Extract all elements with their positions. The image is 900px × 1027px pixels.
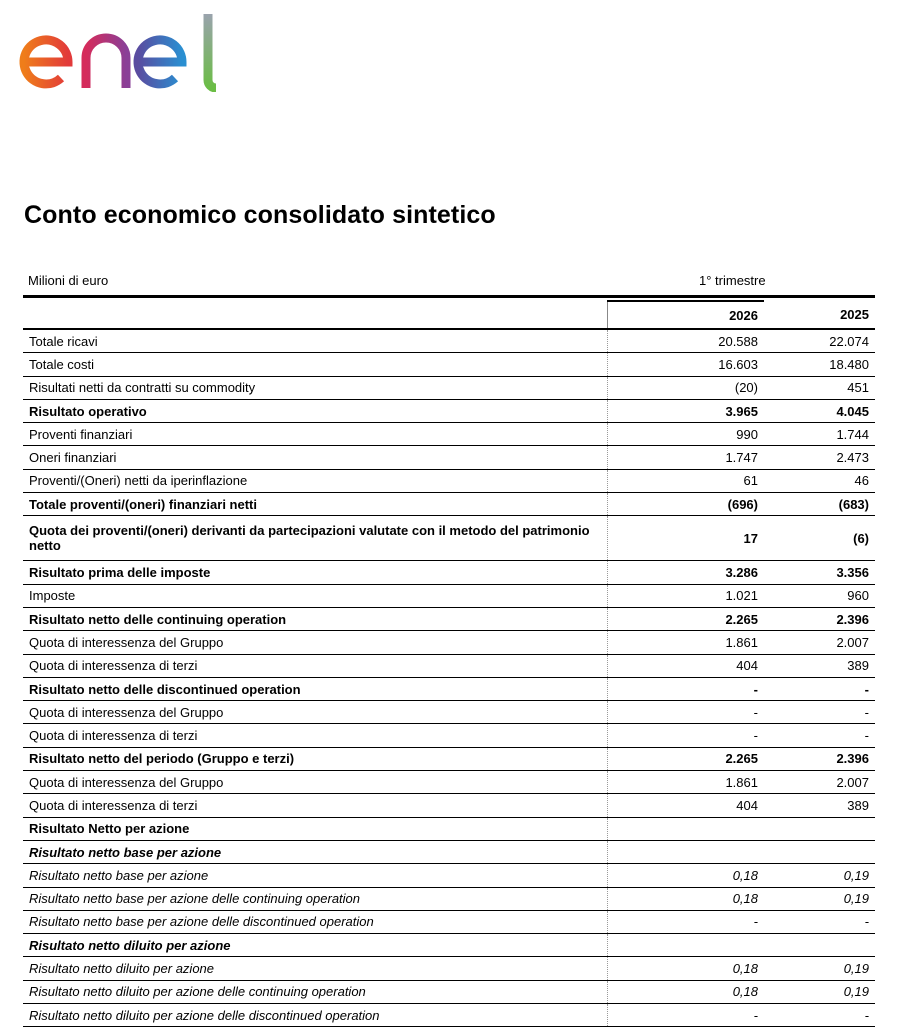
value-2025: 2.473 bbox=[764, 446, 875, 469]
value-2026 bbox=[607, 934, 764, 957]
period-label: 1° trimestre bbox=[699, 273, 766, 288]
value-2026 bbox=[607, 840, 764, 863]
row-label: Risultato netto diluito per azione delle discontinued operation bbox=[23, 1004, 607, 1027]
row-label: Risultato netto base per azione bbox=[23, 840, 607, 863]
row-label: Risultato Netto per azione bbox=[23, 817, 607, 840]
value-2026: (20) bbox=[607, 376, 764, 399]
table-row bbox=[23, 677, 875, 700]
year-header-previous: 2025 bbox=[764, 301, 875, 329]
table-row bbox=[23, 934, 875, 957]
row-label: Risultato netto delle discontinued operation bbox=[23, 677, 607, 700]
value-2025: 1.744 bbox=[764, 423, 875, 446]
value-2026: - bbox=[607, 677, 764, 700]
value-2026: 0,18 bbox=[607, 887, 764, 910]
row-label: Proventi finanziari bbox=[23, 423, 607, 446]
value-2026 bbox=[607, 817, 764, 840]
table-row bbox=[23, 607, 875, 630]
value-2026: - bbox=[607, 1004, 764, 1027]
row-label: Quota dei proventi/(oneri) derivanti da partecipazioni valutate con il metodo del patrimonio netto bbox=[23, 516, 607, 561]
row-label: Quota di interessenza del Gruppo bbox=[23, 631, 607, 654]
value-2025: 0,19 bbox=[764, 864, 875, 887]
table-row bbox=[23, 910, 875, 933]
value-2025 bbox=[764, 934, 875, 957]
value-2026: 16.603 bbox=[607, 353, 764, 376]
value-2026: 61 bbox=[607, 469, 764, 492]
value-2026: 0,18 bbox=[607, 957, 764, 980]
table-row bbox=[23, 376, 875, 399]
value-2025: 0,19 bbox=[764, 980, 875, 1003]
enel-logo bbox=[18, 10, 233, 92]
value-2025: 46 bbox=[764, 469, 875, 492]
value-2026: 1.747 bbox=[607, 446, 764, 469]
table-row bbox=[23, 701, 875, 724]
value-2025: - bbox=[764, 1004, 875, 1027]
value-2026: 1.861 bbox=[607, 631, 764, 654]
value-2026: 404 bbox=[607, 794, 764, 817]
value-2025: 2.396 bbox=[764, 747, 875, 770]
row-label: Totale ricavi bbox=[23, 329, 607, 353]
row-label: Quota di interessenza del Gruppo bbox=[23, 771, 607, 794]
table-row bbox=[23, 887, 875, 910]
value-2025: 960 bbox=[764, 584, 875, 607]
table-row bbox=[23, 469, 875, 492]
value-2025 bbox=[764, 840, 875, 863]
table-row bbox=[23, 724, 875, 747]
value-2025: - bbox=[764, 701, 875, 724]
row-label: Risultato netto base per azione delle discontinued operation bbox=[23, 910, 607, 933]
row-label: Risultato prima delle imposte bbox=[23, 561, 607, 584]
table-row bbox=[23, 516, 875, 561]
table-row bbox=[23, 957, 875, 980]
header-rule bbox=[23, 295, 875, 298]
value-2025: 389 bbox=[764, 654, 875, 677]
row-label: Risultato netto diluito per azione delle continuing operation bbox=[23, 980, 607, 1003]
value-2025: - bbox=[764, 910, 875, 933]
row-label: Imposte bbox=[23, 584, 607, 607]
row-label: Proventi/(Oneri) netti da iperinflazione bbox=[23, 469, 607, 492]
value-2025: 18.480 bbox=[764, 353, 875, 376]
row-label: Totale proventi/(oneri) finanziari netti bbox=[23, 493, 607, 516]
value-2026: - bbox=[607, 724, 764, 747]
value-2026: 0,18 bbox=[607, 980, 764, 1003]
value-2025: 0,19 bbox=[764, 887, 875, 910]
table-row bbox=[23, 864, 875, 887]
table-row bbox=[23, 840, 875, 863]
table-row bbox=[23, 631, 875, 654]
row-label: Risultato netto diluito per azione bbox=[23, 957, 607, 980]
value-2025: 22.074 bbox=[764, 329, 875, 353]
row-label: Quota di interessenza di terzi bbox=[23, 654, 607, 677]
table-row bbox=[23, 493, 875, 516]
value-2026: (696) bbox=[607, 493, 764, 516]
year-header-current: 2026 bbox=[607, 301, 764, 329]
value-2026: 0,18 bbox=[607, 864, 764, 887]
value-2025: (683) bbox=[764, 493, 875, 516]
row-label: Risultato operativo bbox=[23, 399, 607, 422]
table-row bbox=[23, 329, 875, 353]
table-row bbox=[23, 794, 875, 817]
row-label: Quota di interessenza del Gruppo bbox=[23, 701, 607, 724]
header-label-cell bbox=[23, 301, 607, 329]
value-2025: 2.007 bbox=[764, 631, 875, 654]
table-row bbox=[23, 747, 875, 770]
row-label: Risultato netto delle continuing operation bbox=[23, 607, 607, 630]
page-title: Conto economico consolidato sintetico bbox=[24, 201, 496, 229]
table-row bbox=[23, 353, 875, 376]
value-2025: 451 bbox=[764, 376, 875, 399]
value-2026: - bbox=[607, 701, 764, 724]
value-2026: - bbox=[607, 910, 764, 933]
value-2025: (6) bbox=[764, 516, 875, 561]
row-label: Quota di interessenza di terzi bbox=[23, 794, 607, 817]
row-label: Risultato netto base per azione bbox=[23, 864, 607, 887]
value-2025: - bbox=[764, 677, 875, 700]
value-2025: 3.356 bbox=[764, 561, 875, 584]
value-2026: 404 bbox=[607, 654, 764, 677]
table-row bbox=[23, 980, 875, 1003]
value-2025: 389 bbox=[764, 794, 875, 817]
value-2025: 2.007 bbox=[764, 771, 875, 794]
table-row bbox=[23, 446, 875, 469]
table-row bbox=[23, 654, 875, 677]
value-2026: 1.021 bbox=[607, 584, 764, 607]
row-label: Totale costi bbox=[23, 353, 607, 376]
value-2025: 2.396 bbox=[764, 607, 875, 630]
value-2026: 2.265 bbox=[607, 607, 764, 630]
table-row bbox=[23, 817, 875, 840]
table-row bbox=[23, 561, 875, 584]
year-header-row bbox=[23, 301, 875, 329]
table-row bbox=[23, 423, 875, 446]
table-row bbox=[23, 399, 875, 422]
value-2025 bbox=[764, 817, 875, 840]
value-2026: 17 bbox=[607, 516, 764, 561]
value-2026: 1.861 bbox=[607, 771, 764, 794]
value-2025: 4.045 bbox=[764, 399, 875, 422]
row-label: Risultato netto base per azione delle continuing operation bbox=[23, 887, 607, 910]
table-row bbox=[23, 1004, 875, 1027]
value-2026: 990 bbox=[607, 423, 764, 446]
value-2026: 20.588 bbox=[607, 329, 764, 353]
value-2026: 3.965 bbox=[607, 399, 764, 422]
row-label: Risultati netti da contratti su commodity bbox=[23, 376, 607, 399]
unit-label: Milioni di euro bbox=[28, 273, 109, 288]
row-label: Quota di interessenza di terzi bbox=[23, 724, 607, 747]
income-statement-table bbox=[23, 300, 875, 1027]
table-row bbox=[23, 584, 875, 607]
value-2026: 2.265 bbox=[607, 747, 764, 770]
row-label: Risultato netto diluito per azione bbox=[23, 934, 607, 957]
value-2026: 3.286 bbox=[607, 561, 764, 584]
value-2025: - bbox=[764, 724, 875, 747]
value-2025: 0,19 bbox=[764, 957, 875, 980]
table-row bbox=[23, 771, 875, 794]
row-label: Risultato netto del periodo (Gruppo e terzi) bbox=[23, 747, 607, 770]
row-label: Oneri finanziari bbox=[23, 446, 607, 469]
